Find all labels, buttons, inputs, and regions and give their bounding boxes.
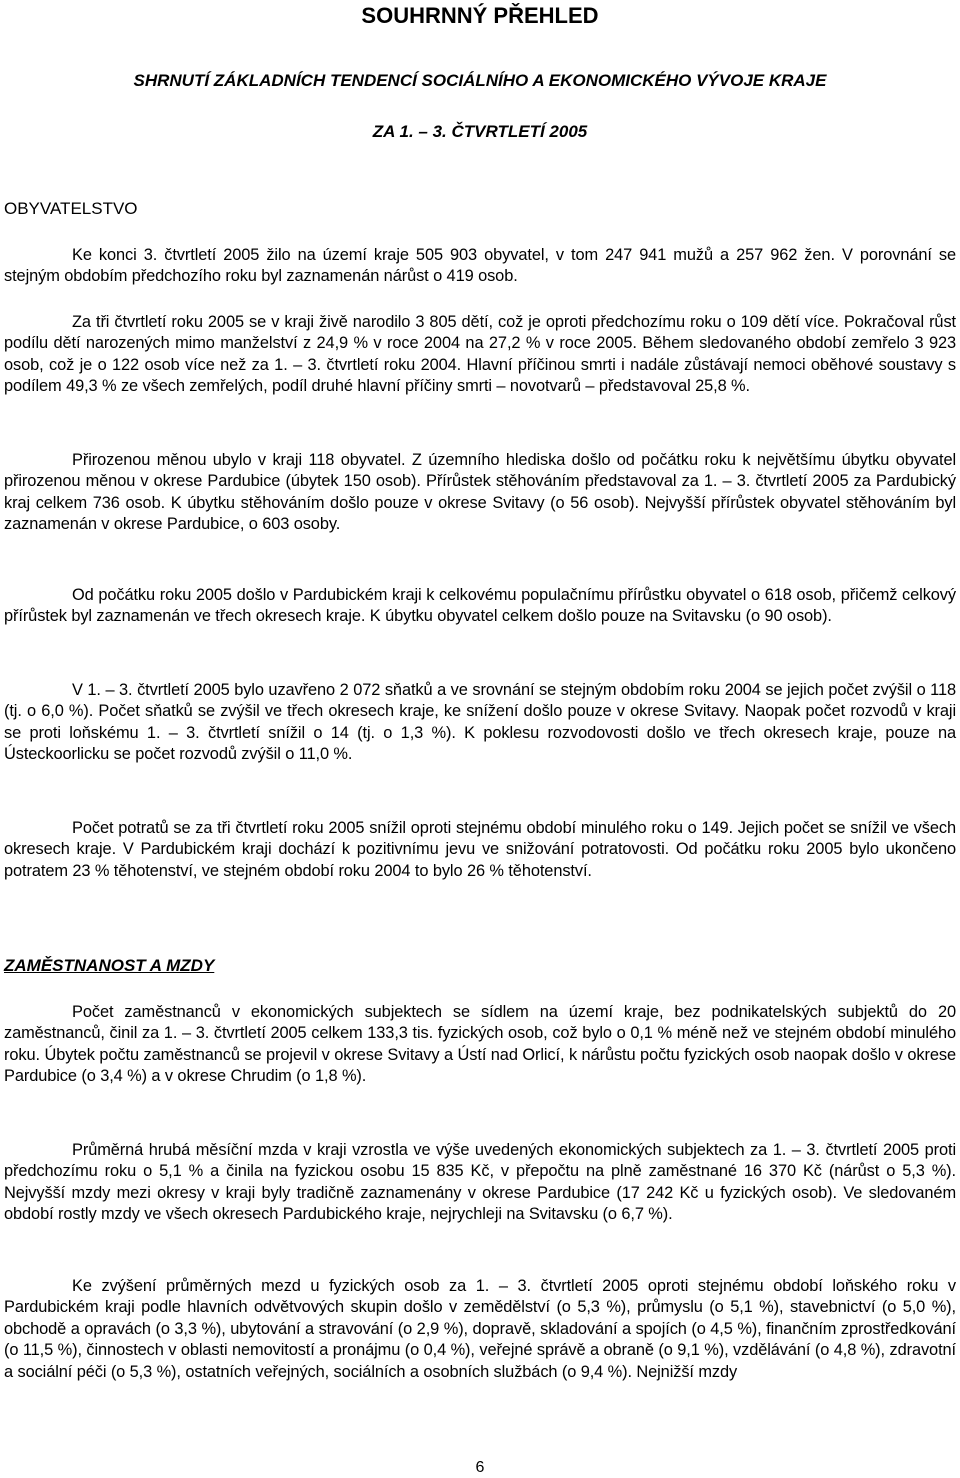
section-heading-employment: ZAMĚSTNANOST A MZDY	[4, 956, 215, 975]
paragraph-natural-change-migration: Přirozenou měnou ubylo v kraji 118 obyvatel. Z územního hlediska došlo od počátku roku k největšímu úbytku obyvatel přirozenou měnou v okrese Pardubice (úbytek 150 osob). Přírůstek stěhováním představoval za 1. – 3. čtvrtletí 2005 za Pardubický kraj celkem 736 osob. K úbytku stěhováním došlo pouze v okrese Svitavy (o 56 osob). Nejvyšší přírůstek obyvatel stěhováním byl zaznamenán v okrese Pardubice, o 603 osoby.	[4, 451, 956, 534]
paragraph-population-growth: Od počátku roku 2005 došlo v Pardubickém kraji k celkovému populačnímu přírůstku obyvatel o 618 osob, přičemž celkový přírůstek byl zaznamenán ve třech okresech kraje. K úbytku obyvatel celkem došlo pouze na Svitavsku (o 90 osob).	[4, 586, 956, 626]
document-subtitle-line2: ZA 1. – 3. ČTVRTLETÍ 2005	[372, 122, 588, 141]
section-heading-population: OBYVATELSTVO	[4, 199, 138, 218]
document-title: SOUHRNNÝ PŘEHLED	[361, 3, 599, 28]
paragraph-marriages-divorces: V 1. – 3. čtvrtletí 2005 bylo uzavřeno 2 072 sňatků a ve srovnání se stejným obdobím roku 2004 se jejich počet zvýšil o 118 (tj. o 6,0 %). Počet sňatků se zvýšil ve třech okresech kraje, ke snížení došlo pouze v okrese Svitavy. Naopak počet rozvodů v kraji se proti loňskému 1. – 3. čtvrtletí snížil o 14 (tj. o 1,3 %). K poklesu rozvodovosti došlo ve třech okresech kraje, pouze na Ústeckoorlicku se počet rozvodů zvýšil o 11,0 %.	[4, 681, 956, 764]
paragraph-average-wage: Průměrná hrubá měsíční mzda v kraji vzrostla ve výše uvedených ekonomických subjektech za 1. – 3. čtvrtletí 2005 proti předchozímu roku o 5,1 % a činila na fyzickou osobu 15 835 Kč, v přepočtu na plně zaměstnané 16 370 Kč (nárůst o 5,3 %). Nejvyšší mzdy mezi okresy v kraji byly tradičně zaznamenány v okrese Pardubice (17 242 Kč u fyzických osob). Ve sledovaném období rostly mzdy ve všech okresech Pardubického kraje, nejrychleji na Svitavsku (o 6,7 %).	[4, 1141, 956, 1224]
paragraph-wage-by-sector: Ke zvýšení průměrných mezd u fyzických osob za 1. – 3. čtvrtletí 2005 oproti stejnému období loňského roku v Pardubickém kraji podle hlavních odvětvových skupin došlo v zemědělství (o 5,3 %), průmyslu (o 5,1 %), stavebnictví (o 5,0 %), obchodě a opravách (o 3,3 %), ubytování a stravování (o 2,9 %), dopravě, skladování a spojích (o 4,5 %), finančním zprostředkování (o 11,5 %), činnostech v oblasti nemovitostí a pronájmu (o 0,4 %), veřejné správě a obraně (o 9,1 %), vzdělávání (o 4,8 %), zdravotní a sociální péči (o 5,3 %), ostatních veřejných, sociálních a osobních službách (o 9,4 %). Nejnižší mzdy	[4, 1277, 956, 1381]
page-number: 6	[475, 1459, 485, 1476]
paragraph-births-deaths: Za tři čtvrtletí roku 2005 se v kraji živě narodilo 3 805 dětí, což je oproti předchozímu roku o 109 dětí více. Pokračoval růst podílu dětí narozených mimo manželství z 24,9 % v roce 2004 na 27,2 % v roce 2005. Během sledovaného období zemřelo 3 923 osob, což je o 122 osob více než za 1. – 3. čtvrtletí roku 2004. Hlavní příčinou smrti i nadále zůstávají nemoci oběhové soustavy s podílem 49,3 % ze všech zemřelých, podíl druhé hlavní příčiny smrti – novotvarů – představoval 25,8 %.	[4, 313, 956, 396]
document-subtitle-line1: SHRNUTÍ ZÁKLADNÍCH TENDENCÍ SOCIÁLNÍHO A EKONOMICKÉHO VÝVOJE KRAJE	[133, 71, 827, 90]
paragraph-employees: Počet zaměstnanců v ekonomických subjektech se sídlem na území kraje, bez podnikatelských subjektů do 20 zaměstnanců, činil za 1. – 3. čtvrtletí 2005 celkem 133,3 tis. fyzických osob, což bylo o 0,1 % méně než ve stejném období minulého roku. Úbytek počtu zaměstnanců se projevil v okrese Svitavy a Ústí nad Orlicí, k nárůstu počtu fyzických osob naopak došlo v okrese Pardubice (o 3,4 %) a v okrese Chrudim (o 1,8 %).	[4, 1003, 956, 1086]
paragraph-abortions: Počet potratů se za tři čtvrtletí roku 2005 snížil oproti stejnému období minulého roku o 149. Jejich počet se snížil ve všech okresech kraje. V Pardubickém kraji dochází k pozitivnímu jevu ve snižování potratovosti. Od počátku roku 2005 bylo ukončeno potratem 23 % těhotenství, ve stejném období roku 2004 to bylo 26 % těhotenství.	[4, 819, 956, 880]
paragraph-population-total: Ke konci 3. čtvrtletí 2005 žilo na území kraje 505 903 obyvatel, v tom 247 941 mužů a 257 962 žen. V porovnání se stejným obdobím předchozího roku byl zaznamenán nárůst o 419 osob.	[4, 246, 956, 286]
